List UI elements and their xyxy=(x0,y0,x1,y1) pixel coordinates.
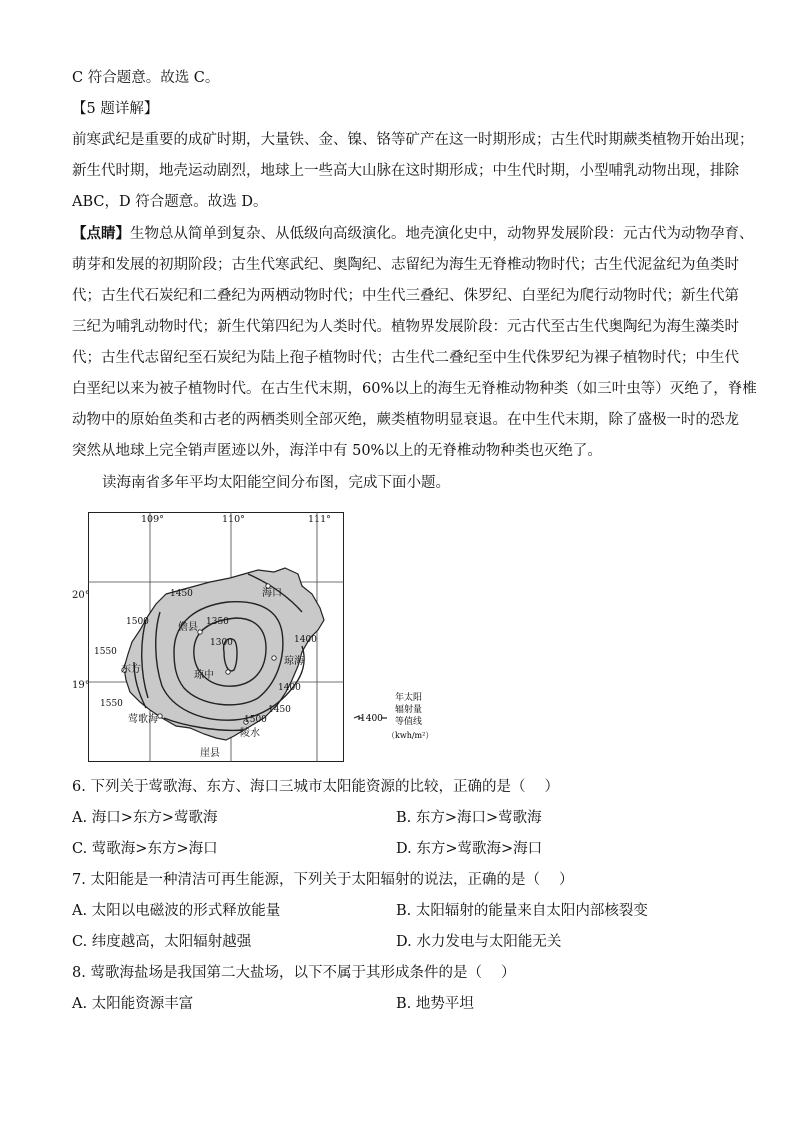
q8-stem: 8. 莺歌海盐场是我国第二大盐场，以下不属于其形成条件的是（ ） xyxy=(72,965,516,981)
city-haikou: 海口 xyxy=(262,588,282,599)
city-yinggehai: 莺歌海 xyxy=(128,714,158,725)
dianjing-label: 【点睛】 xyxy=(72,225,130,242)
q7-option-c[interactable]: C. 纬度越高，太阳辐射越强 xyxy=(72,934,252,950)
q7-option-b[interactable]: B. 太阳辐射的能量来自太阳内部核裂变 xyxy=(396,903,648,919)
q7-option-d[interactable]: D. 水力发电与太阳能无关 xyxy=(396,934,562,950)
dianjing-line-8: 突然从地球上完全销声匿迹以外，海洋中有 50%以上的无脊椎动物种类也灭绝了。 xyxy=(72,443,602,459)
dianjing-line-1 xyxy=(72,224,754,244)
city-yaxian: 崖县 xyxy=(200,748,220,759)
isoline-label-1450-top: 1450 xyxy=(170,589,193,599)
legend-value: 1400 xyxy=(360,714,383,724)
q6-stem: 6. 下列关于莺歌海、东方、海口三城市太阳能资源的比较，正确的是（ ） xyxy=(72,779,560,795)
q6-option-a[interactable]: A. 海口>东方>莺歌海 xyxy=(72,810,218,826)
lat-label-19: 19° xyxy=(72,680,90,691)
legend-line-4: （kwh/m²） xyxy=(387,731,434,740)
city-qionghai: 琼海 xyxy=(284,656,304,667)
q7-option-a[interactable]: A. 太阳以电磁波的形式释放能量 xyxy=(72,903,281,919)
dianjing-line-2: 萌芽和发展的初期阶段；古生代寒武纪、奥陶纪、志留纪为海生无脊椎动物时代；古生代泥盆纪为鱼类时 xyxy=(72,257,739,273)
isoline-label-1550-left: 1550 xyxy=(94,647,117,657)
legend-line-3: 等值线 xyxy=(395,717,423,727)
isoline-label-1500-bottom: 1500 xyxy=(244,715,267,725)
legend-line-2: 辐射量 xyxy=(395,705,423,715)
dianjing-line-6: 白垩纪以来为被子植物时代。在古生代末期，60%以上的海生无脊椎动物种类（如三叶虫等）灭绝了，脊椎 xyxy=(72,381,757,397)
q6-option-c[interactable]: C. 莺歌海>东方>海口 xyxy=(72,841,218,857)
isoline-label-1450-bottom: 1450 xyxy=(268,705,291,715)
lon-label-109: 109° xyxy=(141,514,164,525)
q8-option-a[interactable]: A. 太阳能资源丰富 xyxy=(72,996,194,1012)
dianjing-line-4: 三纪为哺乳动物时代；新生代第四纪为人类时代。植物界发展阶段：元古代至古生代奥陶纪为海生藻类时 xyxy=(72,319,739,335)
q5-line-3: ABC，D 符合题意。故选 D。 xyxy=(72,194,268,210)
isoline-label-1400-mid: 1400 xyxy=(278,683,301,693)
q5-heading: 【5 题详解】 xyxy=(72,101,159,117)
isoline-label-1300: 1300 xyxy=(210,638,233,648)
isoline-label-1500-left: 1500 xyxy=(126,617,149,627)
q6-option-b[interactable]: B. 东方>海口>莺歌海 xyxy=(396,810,542,826)
isoline-label-1400-right: 1400 xyxy=(294,635,317,645)
city-danxian: 儋县 xyxy=(178,622,198,633)
q5-line-2: 新生代时期，地壳运动剧烈，地球上一些高大山脉在这时期形成；中生代时期，小型哺乳动物出现，排除 xyxy=(72,163,739,179)
q8-option-b[interactable]: B. 地势平坦 xyxy=(396,996,474,1012)
city-qiongzhong: 琼中 xyxy=(194,670,214,681)
dianjing-line-3: 代；古生代石炭纪和二叠纪为两栖动物时代；中生代三叠纪、侏罗纪、白垩纪为爬行动物时代；新生代第 xyxy=(72,288,739,304)
map-legend xyxy=(353,692,463,746)
legend-line-1: 年太阳 xyxy=(395,693,423,703)
lon-label-110: 110° xyxy=(222,514,245,525)
lon-label-111: 111° xyxy=(308,514,331,525)
q7-stem: 7. 太阳能是一种清洁可再生能源，下列关于太阳辐射的说法，正确的是（ ） xyxy=(72,872,574,888)
intro-line: 读海南省多年平均太阳能空间分布图，完成下面小题。 xyxy=(102,475,450,491)
lat-label-20: 20° xyxy=(72,590,90,601)
q6-option-d[interactable]: D. 东方>莺歌海>海口 xyxy=(396,841,543,857)
city-dongfang: 东方 xyxy=(121,664,141,675)
dianjing-first-text: 生物总从简单到复杂、从低级向高级演化。地壳演化史中，动物界发展阶段：元古代为动物孕育、 xyxy=(130,226,754,242)
dianjing-line-7: 动物中的原始鱼类和古老的两栖类则全部灭绝，蕨类植物明显衰退。在中生代末期，除了盛极一时的恐龙 xyxy=(72,412,739,428)
isoline-label-1350: 1350 xyxy=(206,617,229,627)
q5-line-1: 前寒武纪是重要的成矿时期，大量铁、金、镍、铬等矿产在这一时期形成；古生代时期蕨类植物开始出现； xyxy=(72,132,754,148)
dianjing-line-5: 代；古生代志留纪至石炭纪为陆上孢子植物时代；古生代二叠纪至中生代侏罗纪为裸子植物时代；中生代 xyxy=(72,350,739,366)
answer-line: C 符合题意。故选 C。 xyxy=(72,70,220,86)
isoline-label-1550-bottom: 1550 xyxy=(100,699,123,709)
city-lingshui: 陵水 xyxy=(240,728,260,739)
hainan-solar-map xyxy=(88,512,350,762)
